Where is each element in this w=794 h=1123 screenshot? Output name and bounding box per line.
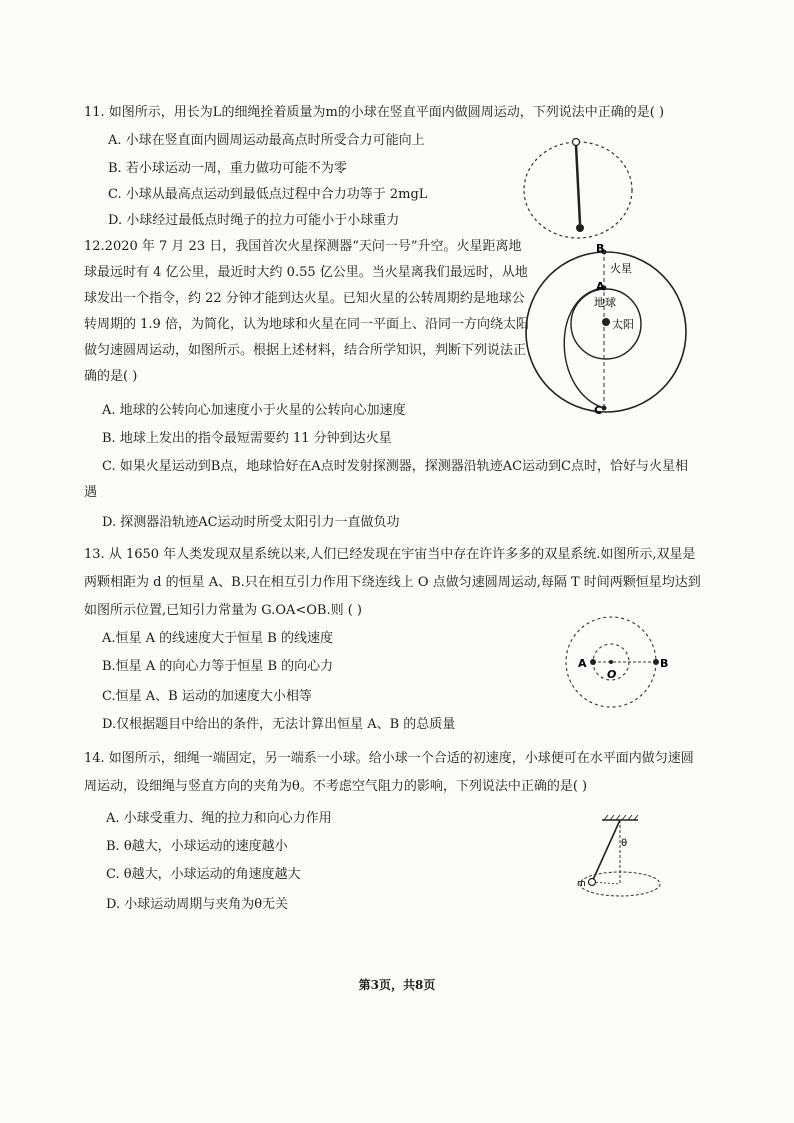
q13-label-o: O <box>607 668 617 681</box>
q13-point-o <box>609 660 613 664</box>
q13-figure-binary-stars <box>564 612 674 712</box>
q12-stem-line-3: 球发出一个指令，约 22 分钟才能到达火星。已知火星的公转周期约是地球公 <box>84 291 525 306</box>
q12-stem-line-1: 12.2020 年 7 月 23 日，我国首次火星探测器“天问一号”升空。火星距离地 <box>84 239 522 254</box>
q12-mars-orbit <box>526 252 686 412</box>
q14-option-c: C. θ越大，小球运动的角速度越大 <box>106 867 301 882</box>
q12-label-mars: 火星 <box>610 262 632 275</box>
q12-option-a: A. 地球的公转向心加速度小于火星的公转向心加速度 <box>102 403 406 418</box>
q13-star-b <box>653 659 659 665</box>
q12-figure-orbits <box>520 242 700 420</box>
q11-ball <box>576 224 584 232</box>
q13-label-a: A <box>578 657 587 670</box>
q11-pivot <box>573 139 580 146</box>
q11-stem: 11. 如图所示，用长为L的细绳拴着质量为m的小球在竖直平面内做圆周运动，下列说法中正确的是( ) <box>84 105 665 120</box>
q12-stem-line-2: 球最远时有 4 亿公里，最近时大约 0.55 亿公里。当火星离我们最远时，从地 <box>84 265 528 280</box>
q12-sun <box>602 318 610 326</box>
q13-option-b: B.恒星 A 的向心力等于恒星 B 的向心力 <box>102 659 334 674</box>
q12-option-d: D. 探测器沿轨迹AC运动时所受太阳引力一直做负功 <box>102 515 400 530</box>
q13-stem-line-3: 如图所示位置,已知引力常量为 G.OA<OB.则 ( ) <box>84 603 363 618</box>
page-footer: 第3页，共8页 <box>358 978 436 992</box>
q12-option-c: C. 如果火星运动到B点，地球恰好在A点时发射探测器，探测器沿轨迹AC运动到C点时，恰好与火星相 <box>102 459 688 474</box>
q12-option-b: B. 地球上发出的指令最短需要约 11 分钟到达火星 <box>102 431 392 446</box>
q12-label-c: C <box>594 404 603 417</box>
q14-option-a: A. 小球受重力、绳的拉力和向心力作用 <box>106 811 332 826</box>
q13-stem-line-2: 两颗相距为 d 的恒星 A、B.只在相互引力作用下绕连线上 O 点做匀速圆周运动,每隔 T 时间两颗恒星均达到 <box>84 575 701 590</box>
q14-stem-line-1: 14. 如图所示，细绳一端固定，另一端系一小球。给小球一个合适的初速度，小球便可在水平面内做匀速圆 <box>84 751 694 766</box>
q11-figure-vertical-circle <box>520 132 640 242</box>
q14-label-theta: θ <box>621 838 628 849</box>
q12-stem-line-4: 转周期的 1.9 倍，为简化，认为地球和火星在同一平面上、沿同一方向绕太阳 <box>84 317 529 332</box>
q12-label-earth: 地球 <box>594 296 616 309</box>
q14-option-d: D. 小球运动周期与夹角为θ无关 <box>106 897 289 912</box>
q13-option-d: D.仅根据题目中给出的条件，无法计算出恒星 A、B 的总质量 <box>102 717 456 732</box>
q13-option-a: A.恒星 A 的线速度大于恒星 B 的线速度 <box>102 631 333 646</box>
q13-label-b: B <box>660 657 669 670</box>
q12-stem-line-5: 做匀速圆周运动，如图所示。根据上述材料，结合所学知识，判断下列说法正 <box>84 343 527 358</box>
q14-label-m: m <box>577 879 586 889</box>
q11-option-b: B. 若小球运动一周，重力做功可能不为零 <box>108 161 347 176</box>
q13-star-a <box>590 659 596 665</box>
q12-stem-line-6: 确的是( ) <box>84 369 138 384</box>
q14-option-b: B. θ越大，小球运动的速度越小 <box>106 839 288 854</box>
q14-figure-conical-pendulum <box>572 812 672 902</box>
q11-option-a: A. 小球在竖直面内圆周运动最高点时所受合力可能向上 <box>108 133 425 148</box>
q12-label-b: B <box>596 242 605 255</box>
q13-option-c: C.恒星 A、B 运动的加速度大小相等 <box>102 689 312 704</box>
q12-label-a: A <box>596 280 605 293</box>
q12-option-c-cont: 遇 <box>84 485 98 500</box>
q13-stem-line-1: 13. 从 1650 年人类发现双星系统以来,人们已经发现在宇宙当中存在许许多多的双星系统.如图所示,双星是 <box>84 547 696 562</box>
q14-ball <box>589 879 596 886</box>
q14-stem-line-2: 周运动，设细绳与竖直方向的夹角为θ。不考虑空气阻力的影响，下列说法中正确的是( ) <box>84 779 588 794</box>
q11-option-d: D. 小球经过最低点时绳子的拉力可能小于小球重力 <box>108 213 400 228</box>
q12-label-sun: 太阳 <box>612 318 634 331</box>
q12-point-c <box>602 406 607 411</box>
q11-option-c: C. 小球从最高点运动到最低点过程中合力功等于 2mgL <box>108 187 428 202</box>
q14-radius <box>592 882 620 884</box>
q11-rope <box>576 145 580 224</box>
